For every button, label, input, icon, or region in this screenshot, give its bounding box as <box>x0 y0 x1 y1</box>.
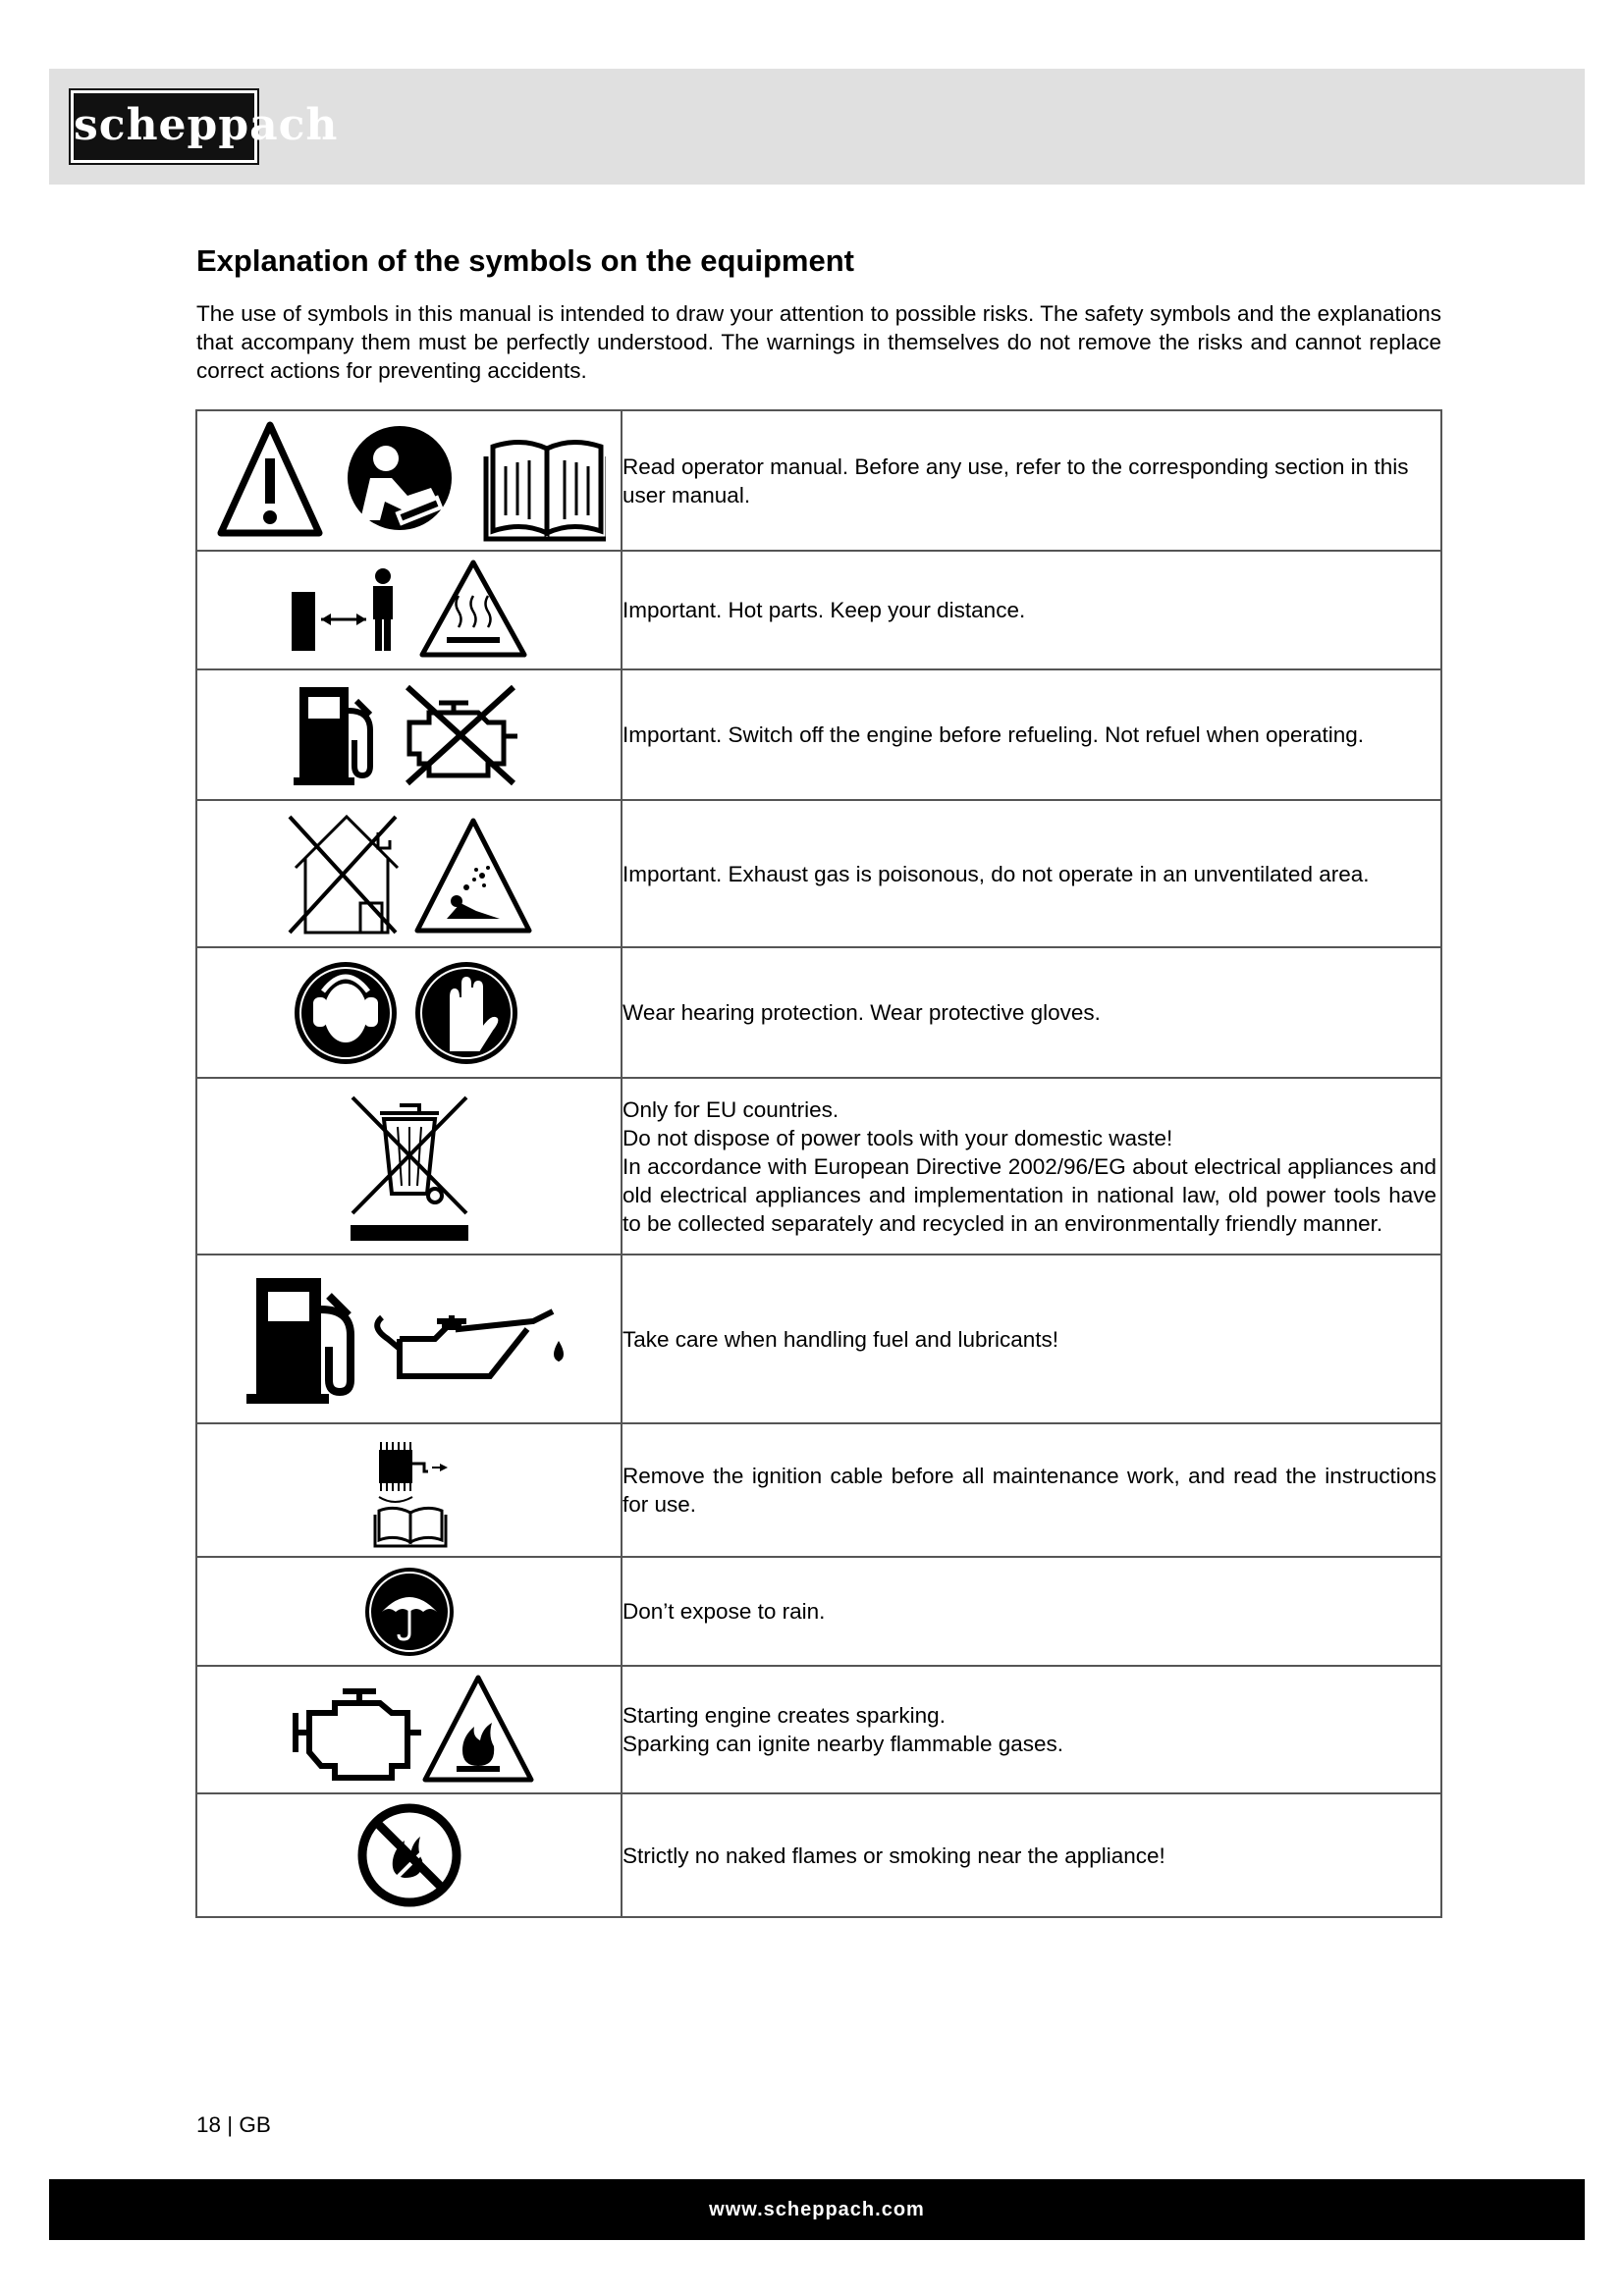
symbol-cell <box>196 800 622 947</box>
gloves-icon <box>415 962 517 1064</box>
footer-band <box>49 2179 1585 2240</box>
crossed-bin-icon <box>352 1097 466 1213</box>
table-row <box>196 1793 1441 1917</box>
description-text: Sparking can ignite nearby flammable gases. <box>623 1732 1064 1756</box>
header-band <box>49 69 1585 185</box>
symbol-cell <box>196 1255 622 1423</box>
no-indoor-house-icon <box>290 817 398 933</box>
engine-icon <box>296 1691 421 1778</box>
hot-surface-icon <box>422 562 524 655</box>
symbol-cell <box>196 947 622 1078</box>
description-cell <box>622 410 1441 551</box>
table-row <box>196 947 1441 1078</box>
description-cell <box>622 800 1441 947</box>
description-text: Strictly no naked flames or smoking near the appliance! <box>623 1842 1165 1868</box>
description-text: Take care when handling fuel and lubricants! <box>623 1326 1059 1352</box>
description-text: Important. Switch off the engine before refueling. Not refuel when operating. <box>623 722 1365 747</box>
description-cell <box>622 1423 1441 1557</box>
symbol-cell <box>196 1078 622 1255</box>
symbol-cell <box>196 410 622 551</box>
umbrella-rain-icon <box>365 1568 454 1656</box>
description-text: Wear hearing protection. Wear protective gloves. <box>623 1000 1101 1025</box>
symbol-cell <box>196 1557 622 1666</box>
description-text: Don’t expose to rain. <box>623 1599 826 1624</box>
intro-paragraph: The use of symbols in this manual is intended to draw your attention to possible risks. The safety symbols and the explanations that accompany them must be perfectly understood. The warnings in themselves do not remove the risks and cannot replace correct actions for preventing accidents. <box>196 301 1441 383</box>
description-text: Remove the ignition cable before all maintenance work, and read the instructions for use. <box>623 1464 1436 1517</box>
description-cell <box>622 1793 1441 1917</box>
description-text: Important. Exhaust gas is poisonous, do not operate in an unventilated area. <box>623 861 1370 886</box>
table-row <box>196 551 1441 669</box>
page-title: Explanation of the symbols on the equipment <box>196 243 854 278</box>
symbol-cell <box>196 1793 622 1917</box>
warning-triangle-icon <box>221 425 319 533</box>
symbols-table <box>195 409 1442 1918</box>
symbol-cell <box>196 669 622 800</box>
description-text: Read operator manual. Before any use, refer to the corresponding section in this user manual. <box>623 454 1409 507</box>
page-number: 18 | GB <box>196 2112 271 2137</box>
table-row <box>196 669 1441 800</box>
table-row <box>196 1666 1441 1793</box>
oil-can-icon <box>377 1311 563 1376</box>
symbol-cell <box>196 551 622 669</box>
hearing-protection-icon <box>295 962 397 1064</box>
read-manual-icon <box>348 426 452 530</box>
description-cell <box>622 947 1441 1078</box>
ignition-cable-manual-icon <box>375 1442 448 1546</box>
description-text: In accordance with European Directive 2002/96/EG about electrical appliances and old electrical appliances and implementation in national law, old power tools have to be collected separately and recycled in an environmentally friendly manner. <box>623 1153 1436 1236</box>
table-row <box>196 1255 1441 1423</box>
description-text: Starting engine creates sparking. <box>623 1703 946 1728</box>
table-row <box>196 1078 1441 1255</box>
symbol-cell <box>196 1423 622 1557</box>
fuel-pump-icon <box>294 687 370 785</box>
toxic-gas-warning-icon <box>417 821 529 931</box>
description-cell <box>622 551 1441 669</box>
footer-url[interactable]: www.scheppach.com <box>709 2199 925 2220</box>
no-open-flame-icon <box>362 1808 457 1902</box>
description-text: Do not dispose of power tools with your domestic waste! <box>623 1125 1173 1150</box>
description-cell <box>622 1255 1441 1423</box>
fuel-pump-icon <box>246 1278 351 1404</box>
no-engine-running-icon <box>407 687 517 783</box>
description-text: Important. Hot parts. Keep your distance. <box>623 598 1026 622</box>
table-row <box>196 800 1441 947</box>
flammable-warning-icon <box>425 1678 531 1780</box>
description-text: Only for EU countries. <box>623 1096 839 1122</box>
description-cell <box>622 1078 1441 1255</box>
description-cell <box>622 1557 1441 1666</box>
brand-logo: scheppach <box>71 90 257 163</box>
symbol-cell <box>196 1666 622 1793</box>
description-cell <box>622 669 1441 800</box>
table-row <box>196 1423 1441 1557</box>
open-book-icon <box>486 442 606 539</box>
table-row <box>196 1557 1441 1666</box>
description-cell <box>622 1666 1441 1793</box>
keep-distance-icon <box>292 568 393 651</box>
table-row <box>196 410 1441 551</box>
